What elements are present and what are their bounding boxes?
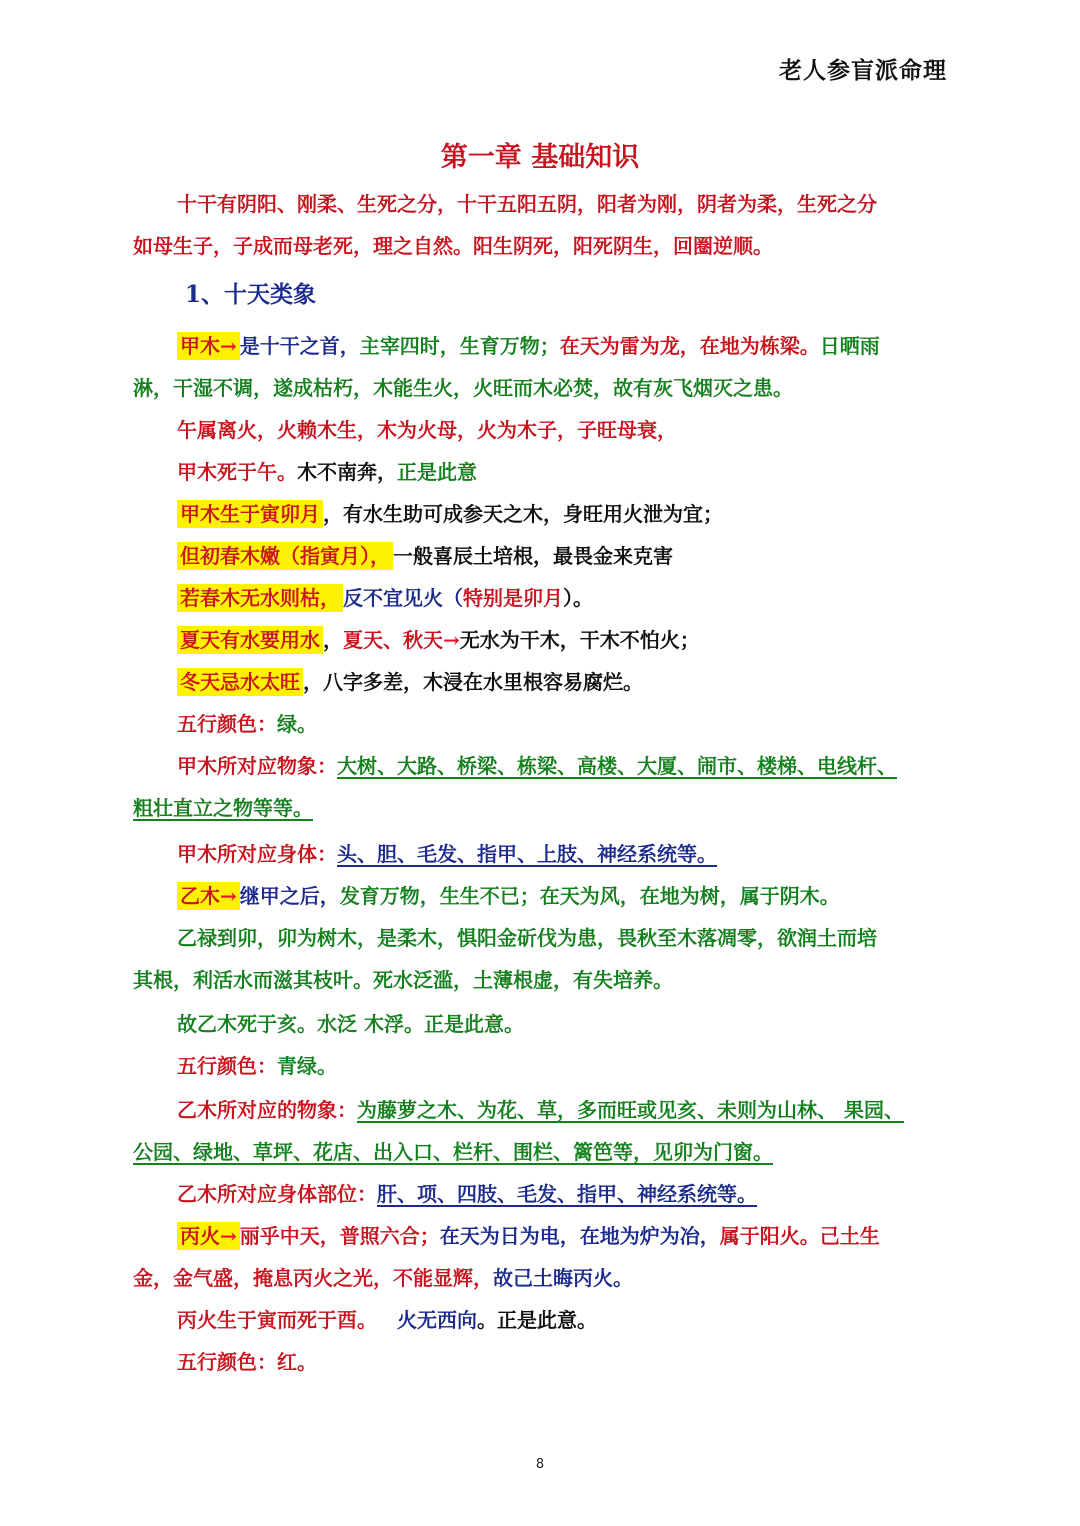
arrow-right-icon: → <box>443 628 460 652</box>
bing-death-line: 丙火生于寅而死于酉。 火无西向。正是此意。 <box>177 1308 597 1332</box>
bing-intro-line-1: 丙火→ 丽乎中天，普照六合；在天为日为电，在地为炉为冶，属于阳火。己土生 <box>177 1215 880 1257</box>
yi-objects-line-1: 乙木所对应的物象：为藤萝之木、为花、草，多而旺或见亥、未则为山林、 果园、 <box>177 1098 904 1122</box>
jia-body-line: 甲木所对应身体：头、胆、毛发、指甲、上肢、神经系统等。 <box>177 842 717 866</box>
jia-wu-line: 午属离火，火赖木生，木为火母，火为木子，子旺母衰， <box>177 418 677 442</box>
jia-label: 甲木→ <box>177 332 240 360</box>
jia-summer-line: 夏天有水要用水 ，夏天、秋天→无水为干木，干木不怕火； <box>177 619 700 661</box>
jia-objects-line-2: 粗壮直立之物等等。 <box>133 796 313 820</box>
yi-paragraph-line-2: 其根，利活水而滋其枝叶。死水泛滥，土薄根虚，有失培养。 <box>133 968 673 992</box>
bing-label: 丙火→ <box>177 1222 240 1250</box>
jia-death-line: 甲木死于午。木不南奔，正是此意 <box>177 460 477 484</box>
arrow-right-icon: → <box>220 884 237 908</box>
jia-objects-line-1: 甲木所对应物象：大树、大路、桥梁、栋梁、高楼、大厦、闹市、楼梯、电线杆、 <box>177 754 897 778</box>
header-title: 老人参盲派命理 <box>779 57 947 84</box>
page-number: 8 <box>535 1457 545 1472</box>
jia-spring-line: 甲木生于寅卯月 ，有水生助可成参天之木，身旺用火泄为宜； <box>177 493 723 535</box>
intro-paragraph-line-2: 如母生子，子成而母老死，理之自然。阳生阴死，阳死阴生，回圈逆顺。 <box>133 234 773 258</box>
jia-dry-line: 若春木无水则枯， 反不宜见火（特别是卯月）。 <box>177 577 593 619</box>
yi-label: 乙木→ <box>177 882 240 910</box>
arrow-right-icon: → <box>220 334 237 358</box>
bing-intro-line-2: 金，金气盛，掩息丙火之光，不能显辉，故己土晦丙火。 <box>133 1266 633 1290</box>
intro-paragraph-line-1: 十干有阴阳、刚柔、生死之分，十干五阳五阴，阳者为刚，阴者为柔，生死之分 <box>177 192 877 216</box>
chapter-title: 第一章 基础知识 <box>440 142 640 173</box>
jia-color-line: 五行颜色：绿。 <box>177 712 317 736</box>
yi-paragraph-line-1: 乙禄到卯，卯为树木，是柔木，惧阳金斫伐为患，畏秋至木落凋零，欲润土而培 <box>177 926 877 950</box>
jia-early-spring-line: 但初春木嫩（指寅月）， 一般喜辰土培根，最畏金来克害 <box>177 535 673 577</box>
jia-winter-line: 冬天忌水太旺 ，八字多差，木浸在水里根容易腐烂。 <box>177 661 643 703</box>
arrow-right-icon: → <box>220 1224 237 1248</box>
yi-death-line: 故乙木死于亥。水泛 木浮。正是此意。 <box>177 1012 524 1036</box>
jia-intro-line-1: 甲木→ 是十干之首，主宰四时，生育万物；在天为雷为龙，在地为栋梁。日晒雨 <box>177 325 880 367</box>
yi-objects-line-2: 公园、绿地、草坪、花店、出入口、栏杆、围栏、篱笆等，见卯为门窗。 <box>133 1140 773 1164</box>
yi-body-line: 乙木所对应身体部位：肝、项、四肢、毛发、指甲、神经系统等。 <box>177 1182 757 1206</box>
section-heading: 1、十天类象 <box>185 281 317 308</box>
yi-intro-line: 乙木→ 继甲之后，发育万物，生生不已；在天为风，在地为树，属于阴木。 <box>177 875 840 917</box>
yi-color-line: 五行颜色：青绿。 <box>177 1054 337 1078</box>
bing-color-line: 五行颜色：红。 <box>177 1350 317 1374</box>
jia-intro-line-2: 淋，干湿不调，遂成枯朽，木能生火，火旺而木必焚，故有灰飞烟灭之患。 <box>133 376 793 400</box>
